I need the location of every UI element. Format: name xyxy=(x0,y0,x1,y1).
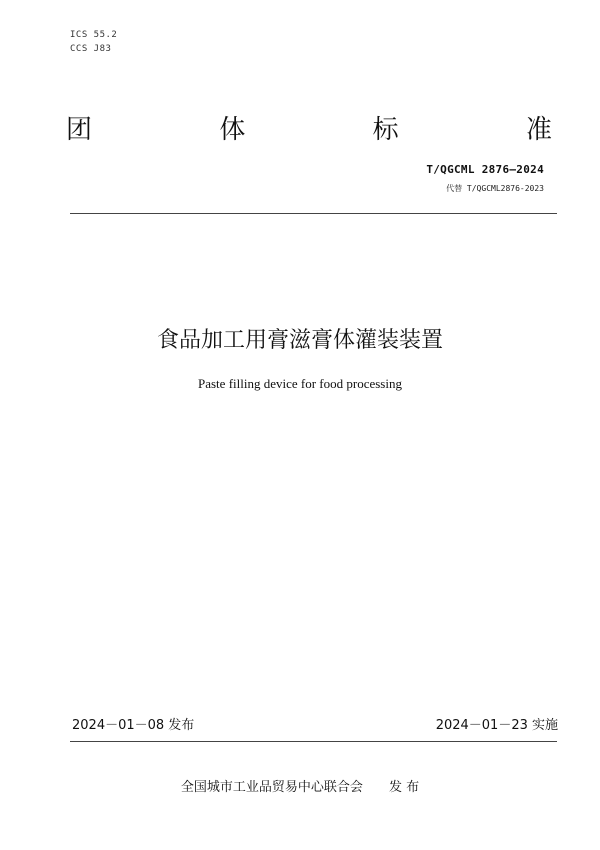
publisher-name: 全国城市工业品贸易中心联合会 xyxy=(180,780,363,795)
header-divider xyxy=(70,213,557,214)
publisher-line xyxy=(0,776,600,795)
standard-type-char-1: 团 xyxy=(66,115,93,145)
issue-date: 2024－01－08 发布 xyxy=(72,718,195,733)
standard-number: T/QGCML 2876—2024 xyxy=(426,163,544,176)
standard-type-char-3: 标 xyxy=(372,115,399,145)
document-title-english: Paste filling device for food processing xyxy=(198,376,402,391)
publisher-action: 发 布 xyxy=(388,780,420,795)
standard-type-char-2: 体 xyxy=(219,115,246,145)
footer-divider xyxy=(70,741,557,742)
standard-type-title xyxy=(66,114,552,146)
implementation-date: 2024－01－23 实施 xyxy=(435,718,558,733)
ics-code: ICS 55.2 xyxy=(70,30,118,40)
standard-type-char-4: 准 xyxy=(525,115,552,145)
ccs-code: CCS J83 xyxy=(70,44,112,54)
replaces-note: 代替 T/QGCML2876-2023 xyxy=(446,184,544,193)
document-title-chinese: 食品加工用膏滋膏体灌装装置 xyxy=(156,328,443,353)
